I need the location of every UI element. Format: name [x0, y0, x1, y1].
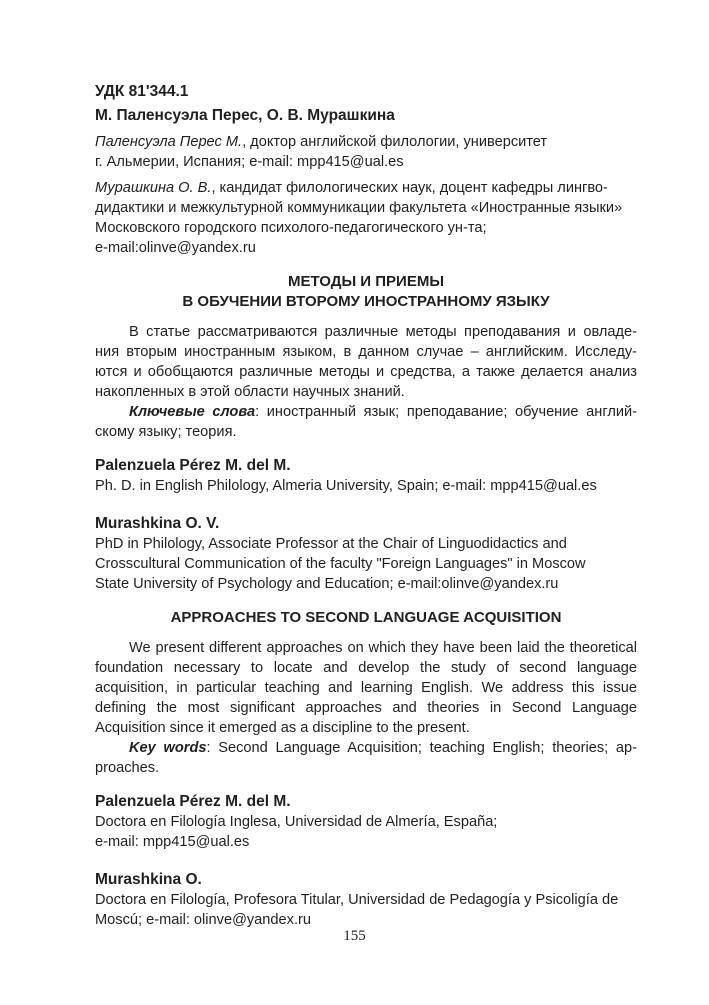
abstract-en-line: We present different approaches on which they have been laid the theoretical [129, 640, 637, 656]
author-ru-2-desc-line4: e-mail:olinve@yandex.ru [95, 240, 256, 256]
abstract-en-line: acquisition, in particular teaching and learning English. We address this issue [95, 680, 637, 696]
author-es-2-name: Murashkina O. [95, 871, 202, 888]
title-en: APPROACHES TO SECOND LANGUAGE ACQUISITION [170, 609, 562, 626]
author-ru-2-desc: , кандидат филологических наук, доцент кафедры лингво- [211, 180, 608, 196]
author-en-1 [95, 456, 637, 496]
abstract-ru-line: ния вторым иностранным языком, в данном случае – английским. Исследу- [95, 344, 637, 360]
author-es-1-desc-line1: Doctora en Filología Inglesa, Universidad de Almería, España; [95, 814, 498, 830]
abstract-ru-line: ются и обобщаются различные методы и средства, а также делается анализ [95, 364, 637, 380]
affiliation-ru-2 [95, 178, 637, 258]
author-es-2 [95, 870, 637, 930]
author-es-1-desc-line2: e-mail: mpp415@ual.es [95, 834, 250, 850]
author-en-2-name: Murashkina O. V. [95, 515, 220, 532]
authors-ru: М. Паленсуэла Перес, О. В. Мурашкина [95, 107, 395, 124]
keywords-ru-text: : иностранный язык; преподавание; обучение англий- [255, 404, 637, 420]
title-ru-line2: В ОБУЧЕНИИ ВТОРОМУ ИНОСТРАННОМУ ЯЗЫКУ [182, 293, 550, 310]
page-number: 155 [343, 928, 366, 944]
author-en-2-desc-line1: PhD in Philology, Associate Professor at the Chair of Linguodidactics and [95, 536, 567, 552]
author-ru-2-desc-line3: Московского городского психолого-педагогического ун-та; [95, 220, 487, 236]
abstract-en [95, 638, 637, 738]
keywords-ru-text-line2: скому языку; теория. [95, 424, 237, 440]
author-en-1-name: Palenzuela Pérez M. del M. [95, 457, 291, 474]
keywords-en-text: : Second Language Acquisition; teaching English; theories; ap- [206, 740, 637, 756]
author-ru-1-name: Паленсуэла Перес М. [95, 134, 243, 150]
keywords-en [95, 738, 637, 778]
author-ru-1-desc: , доктор английской филологии, университет [242, 134, 548, 150]
title-ru [95, 272, 637, 312]
abstract-en-line: foundation necessary to locate and develop the study of second language [95, 660, 637, 676]
author-ru-2-name: Мурашкина О. В. [95, 180, 212, 196]
author-es-2-desc-line1: Doctora en Filología, Profesora Titular, Universidad de Pedagogía y Psicoligía de [95, 892, 619, 908]
keywords-ru [95, 402, 637, 442]
author-es-2-desc-line2: Moscú; e-mail: olinve@yandex.ru [95, 912, 311, 928]
author-en-2-desc-line3: State University of Psychology and Education; e-mail:olinve@yandex.ru [95, 576, 559, 592]
author-en-2 [95, 514, 637, 594]
udc-code: УДК 81'344.1 [95, 83, 189, 100]
abstract-en-line: defining the most significant approaches and theories in Second Language [95, 700, 637, 716]
author-en-1-desc: Ph. D. in English Philology, Almeria University, Spain; e-mail: mpp415@ual.es [95, 478, 597, 494]
abstract-en-line: Acquisition since it emerged as a discipline to the present. [95, 720, 470, 736]
keywords-en-text-line2: proaches. [95, 760, 160, 776]
author-es-1 [95, 792, 637, 852]
abstract-ru-line: накопленных в этой области научных знаний. [95, 384, 405, 400]
author-ru-2-desc-line2: дидактики и межкультурной коммуникации факультета «Иностранные языки» [95, 200, 623, 216]
keywords-ru-label: Ключевые слова [129, 404, 256, 420]
keywords-en-label: Key words [129, 740, 207, 756]
author-es-1-name: Palenzuela Pérez M. del M. [95, 793, 291, 810]
abstract-ru-line: В статье рассматриваются различные методы преподавания и овладе- [129, 324, 637, 340]
title-ru-line1: МЕТОДЫ И ПРИЕМЫ [288, 273, 444, 290]
affiliation-ru-1 [95, 132, 637, 172]
article-page [95, 82, 637, 930]
author-ru-1-desc-line2: г. Альмерии, Испания; e-mail: mpp415@ual.es [95, 154, 404, 170]
author-en-2-desc-line2: Crosscultural Communication of the faculty "Foreign Languages" in Moscow [95, 556, 586, 572]
abstract-ru [95, 322, 637, 402]
